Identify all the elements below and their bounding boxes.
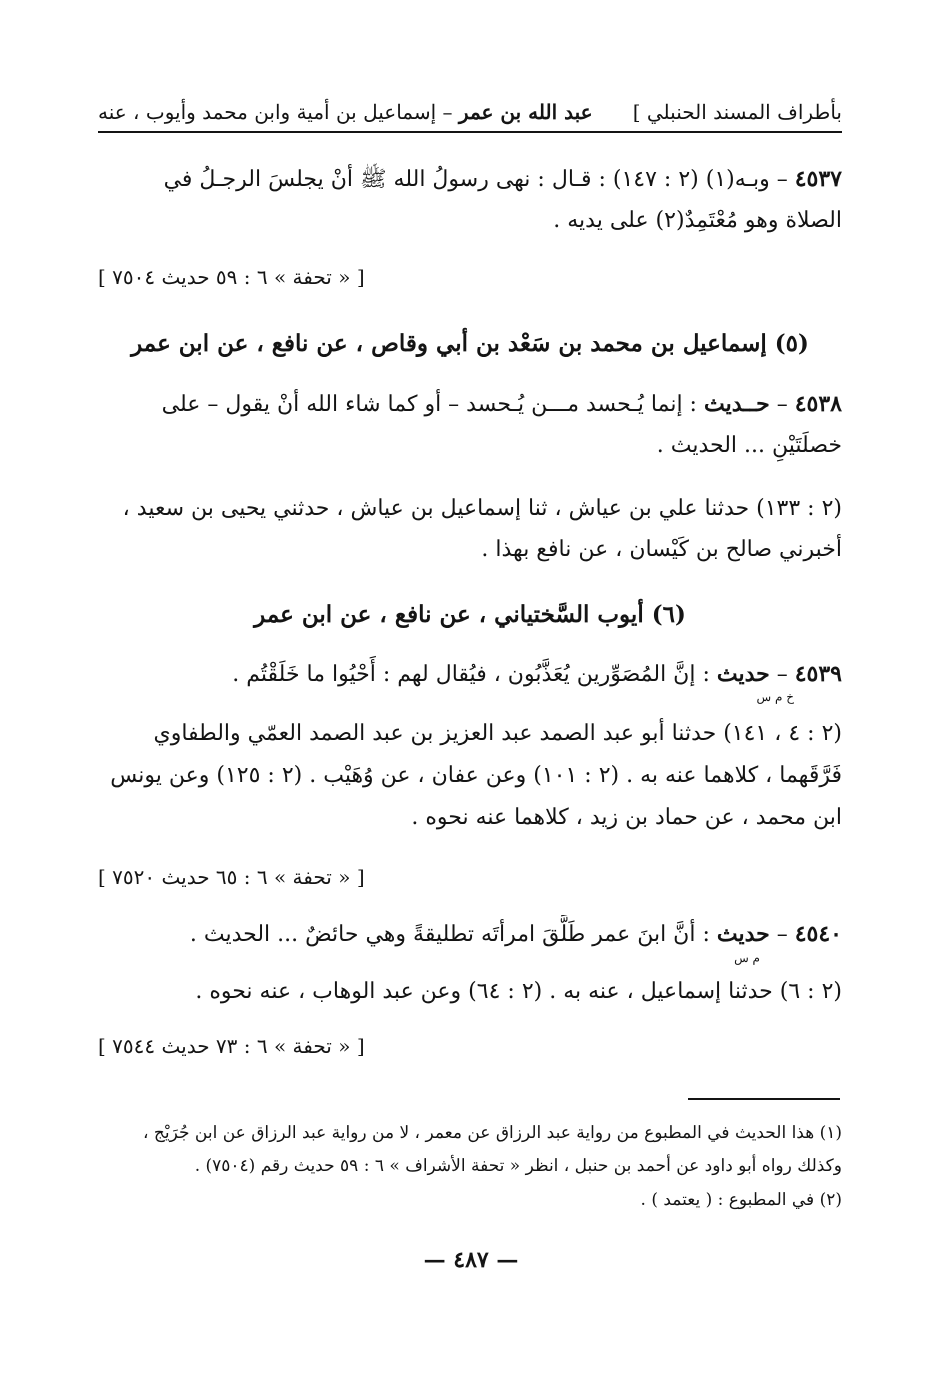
hadith-4539-source-line2: فَرَّقَهما ، كلاهما عنه به . (٢ : ١٠١) وعن عفان ، عن وُهَيْب . (٢ : ١٢٥) وعن يونس: [110, 763, 842, 788]
hadith-4538-source-line1: (٢ : ١٣٣) حدثنا علي بن عياش ، ثنا إسماعيل بن عياش ، حدثني يحيى بن سعيد ،: [122, 496, 842, 521]
hadith-number: ٤٥٣٨: [794, 391, 842, 417]
footnote-1-line1: (١) هذا الحديث في المطبوع من رواية عبد الرزاق عن معمر ، لا من رواية عبد الرزاق عن ابن جُرَيْج ،: [143, 1123, 842, 1143]
hadith-4539-source-line3: ابن محمد ، عن حماد بن زيد ، كلاهما عنه نحوه .: [411, 805, 842, 830]
hadith-4538-source-line2: أخبرني صالح بن كَيْسان ، عن نافع بهذا .: [481, 537, 842, 562]
hadith-text: – وبـه(١) (٢ : ١٤٧) : قـال : نهى رسولُ الله ﷺ أنْ يجلسَ الرجـلُ في: [163, 167, 788, 192]
section-6-heading: (٦) أيوب السَّختياني ، عن نافع ، عن ابن عمر: [254, 601, 686, 628]
hadith-4539-sigla: خ م س: [756, 690, 794, 704]
hadith-4539-line1: ٤٥٣٩ – حديث : إنَّ المُصَوِّرين يُعَذَّبُون ، فيُقال لهم : أَحْيُوا ما خَلَقْتُم .: [232, 661, 842, 687]
footnote-rule: [688, 1098, 840, 1100]
hadith-text: : أنَّ ابنَ عمر طَلَّقَ امرأتَه تطليقةً وهي حائضٌ ... الحديث .: [189, 922, 710, 947]
hadith-4537-line1: [98, 160, 842, 199]
hadith-4538-line1: ٤٥٣٨ – حــديث : إنما يُـحسد مـــن يُـحسد – أو كما شاء الله أنْ يقول – على: [161, 391, 842, 417]
hadith-text: : إنما يُـحسد مـــن يُـحسد – أو كما شاء الله أنْ يقول – على: [161, 392, 697, 417]
header-chapter-bold: عبد الله بن عمر: [458, 100, 593, 124]
header-book-title: بأطراف المسند الحنبلي ]: [632, 100, 842, 124]
hadith-4540-source-line1: (٢ : ٦) حدثنا إسماعيل ، عنه به . (٢ : ٦٤) وعن عبد الوهاب ، عنه نحوه .: [195, 979, 842, 1004]
header-rule: [98, 131, 842, 133]
footnote-2: (٢) في المطبوع : ( يعتمد ) .: [640, 1190, 842, 1210]
hadith-number: ٤٥٤٠: [794, 921, 842, 947]
hadith-4538-line2: خصلَتَيْنِ ... الحديث .: [656, 433, 842, 458]
hadith-number: ٤٥٣٧: [794, 166, 842, 192]
hadith-text: : إنَّ المُصَوِّرين يُعَذَّبُون ، فيُقال لهم : أَحْيُوا ما خَلَقْتُم .: [232, 662, 710, 687]
hadith-4540-tuhfa-ref: [ « تحفة » ٦ : ٧٣ حديث ٧٥٤٤ ]: [98, 1034, 365, 1058]
hadith-4539-source-line1: (٢ : ٤ ، ١٤١) حدثنا أبو عبد الصمد عبد العزيز بن عبد الصمد العمّي والطفاوي: [153, 721, 842, 746]
hadith-4537-tuhfa-ref: [ « تحفة » ٦ : ٥٩ حديث ٧٥٠٤ ]: [98, 265, 365, 289]
hadith-label: حديث: [716, 921, 770, 947]
hadith-label: حــديث: [703, 391, 770, 417]
hadith-number: ٤٥٣٩: [794, 661, 842, 687]
header-chapter-rest: – إسماعيل بن أمية وابن محمد وأيوب ، عنه: [98, 100, 453, 124]
running-header: [98, 94, 842, 130]
section-5-heading: (٥) إسماعيل بن محمد بن سَعْد بن أبي وقاص ، عن نافع ، عن ابن عمر: [131, 330, 809, 357]
footnote-1-line2: وكذلك رواه أبو داود عن أحمد بن حنبل ، انظر « تحفة الأشراف » ٦ : ٥٩ حديث رقم (٧٥٠٤) .: [194, 1156, 842, 1176]
page-number: — ٤٨٧ —: [423, 1247, 519, 1273]
hadith-4540-sigla: م س: [734, 951, 760, 965]
hadith-4540-line1: ٤٥٤٠ – حديث : أنَّ ابنَ عمر طَلَّقَ امرأتَه تطليقةً وهي حائضٌ ... الحديث .: [189, 921, 842, 947]
header-chapter: [98, 94, 593, 130]
hadith-4537-line2: الصلاة وهو مُعْتَمِدٌ(٢) على يديه .: [553, 208, 842, 233]
hadith-label: حديث: [716, 661, 770, 687]
hadith-4539-tuhfa-ref: [ « تحفة » ٦ : ٦٥ حديث ٧٥٢٠ ]: [98, 865, 365, 889]
